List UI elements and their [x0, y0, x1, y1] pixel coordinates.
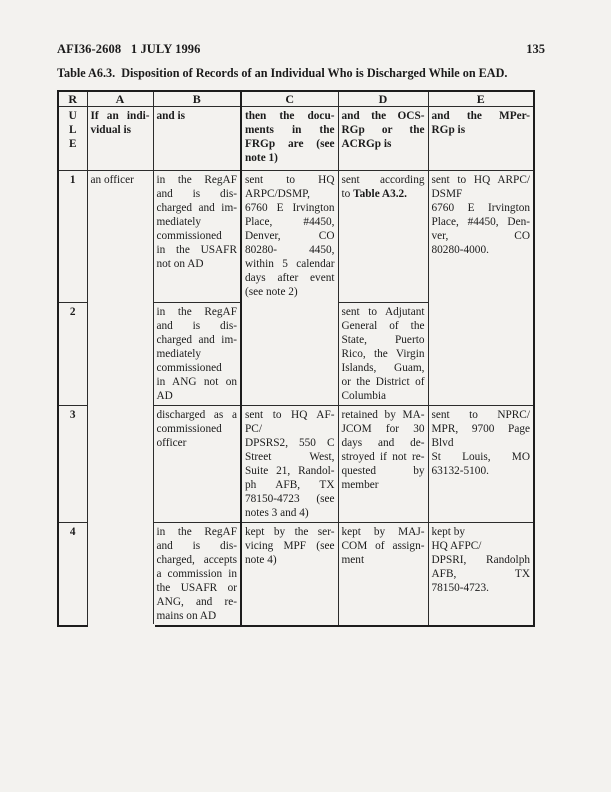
- cell-r4-e: kept by HQ AFPC/ DPSRI, Randolph AFB, TX 78150-4723.: [428, 523, 534, 627]
- rule-number-4: 4: [58, 523, 87, 627]
- cell-r1-c: sent to HQ ARPC/DSMP, 6760 E Irvington Place, #4450, Denver, CO 80280- 4450, within 5 calendar days after event (see note 2): [241, 171, 338, 406]
- col-letter-d: D: [338, 91, 428, 107]
- col-letter-a: A: [87, 91, 153, 107]
- cell-r1-d: sent according to Table A3.2.: [338, 171, 428, 303]
- cell-r3-e: sent to NPRC/ MPR, 9700 Page Blvd St Louis, MO 63132-5100.: [428, 406, 534, 523]
- cell-r3-b: discharged as a commissioned officer: [153, 406, 241, 523]
- cell-r3-d: retained by MA- JCOM for 30 days and de- stroyed if not re- quested by member: [338, 406, 428, 523]
- cell-r1-a: an officer: [87, 171, 153, 627]
- rule-number-1: 1: [58, 171, 87, 303]
- cell-r4-d: kept by MAJ- COM of assign- ment: [338, 523, 428, 627]
- col-letter-e: E: [428, 91, 534, 107]
- header-col-b: and is: [153, 107, 241, 171]
- disposition-table: [57, 90, 535, 627]
- cell-r1-b: in the RegAF and is dis- charged and im- mediately commissioned in the USAFR not on AD: [153, 171, 241, 303]
- cell-r4-b: in the RegAF and is dis- charged, accepts a commission in the USAFR or ANG, and re- mains on AD: [153, 523, 241, 627]
- cell-r4-c: kept by the ser- vicing MPF (see note 4): [241, 523, 338, 627]
- header-col-c: then the docu- ments in the FRGp are (see note 1): [241, 107, 338, 171]
- cell-r3-c: sent to HQ AF- PC/ DPSRS2, 550 C Street West, Suite 21, Randol- ph AFB, TX 78150-4723 (see notes 3 and 4): [241, 406, 338, 523]
- rule-number-3: 3: [58, 406, 87, 523]
- rule-number-2: 2: [58, 303, 87, 406]
- cell-r2-d: sent to Adjutant General of the State, Puerto Rico, the Virgin Islands, Guam, or the District of Columbia: [338, 303, 428, 406]
- column-letter-row: [58, 91, 534, 107]
- scan-gap-bottom-border: [88, 624, 155, 629]
- disposition-table-wrap: [57, 90, 535, 627]
- header-col-e: and the MPer- RGp is: [428, 107, 534, 171]
- document-id-header: AFI36-2608 1 JULY 1996: [57, 42, 201, 56]
- table-row: [58, 171, 534, 303]
- table-title: Table A6.3. Disposition of Records of an Individual Who is Discharged While on EAD.: [57, 66, 508, 80]
- page-number: 135: [526, 42, 545, 56]
- cell-r1-e: sent to HQ ARPC/ DSMF 6760 E Irvington Place, #4450, Den- ver, CO 80280-4000.: [428, 171, 534, 406]
- column-header-row: [58, 107, 534, 171]
- cell-r2-b: in the RegAF and is dis- charged and im- mediately commissioned in ANG not on AD: [153, 303, 241, 406]
- col-letter-rule: R: [58, 91, 87, 107]
- col-letter-c: C: [241, 91, 338, 107]
- col-letter-b: B: [153, 91, 241, 107]
- header-col-d: and the OCS- RGp or the ACRGp is: [338, 107, 428, 171]
- header-col-a: If an indi- vidual is: [87, 107, 153, 171]
- header-rule-ule: U L E: [58, 107, 87, 171]
